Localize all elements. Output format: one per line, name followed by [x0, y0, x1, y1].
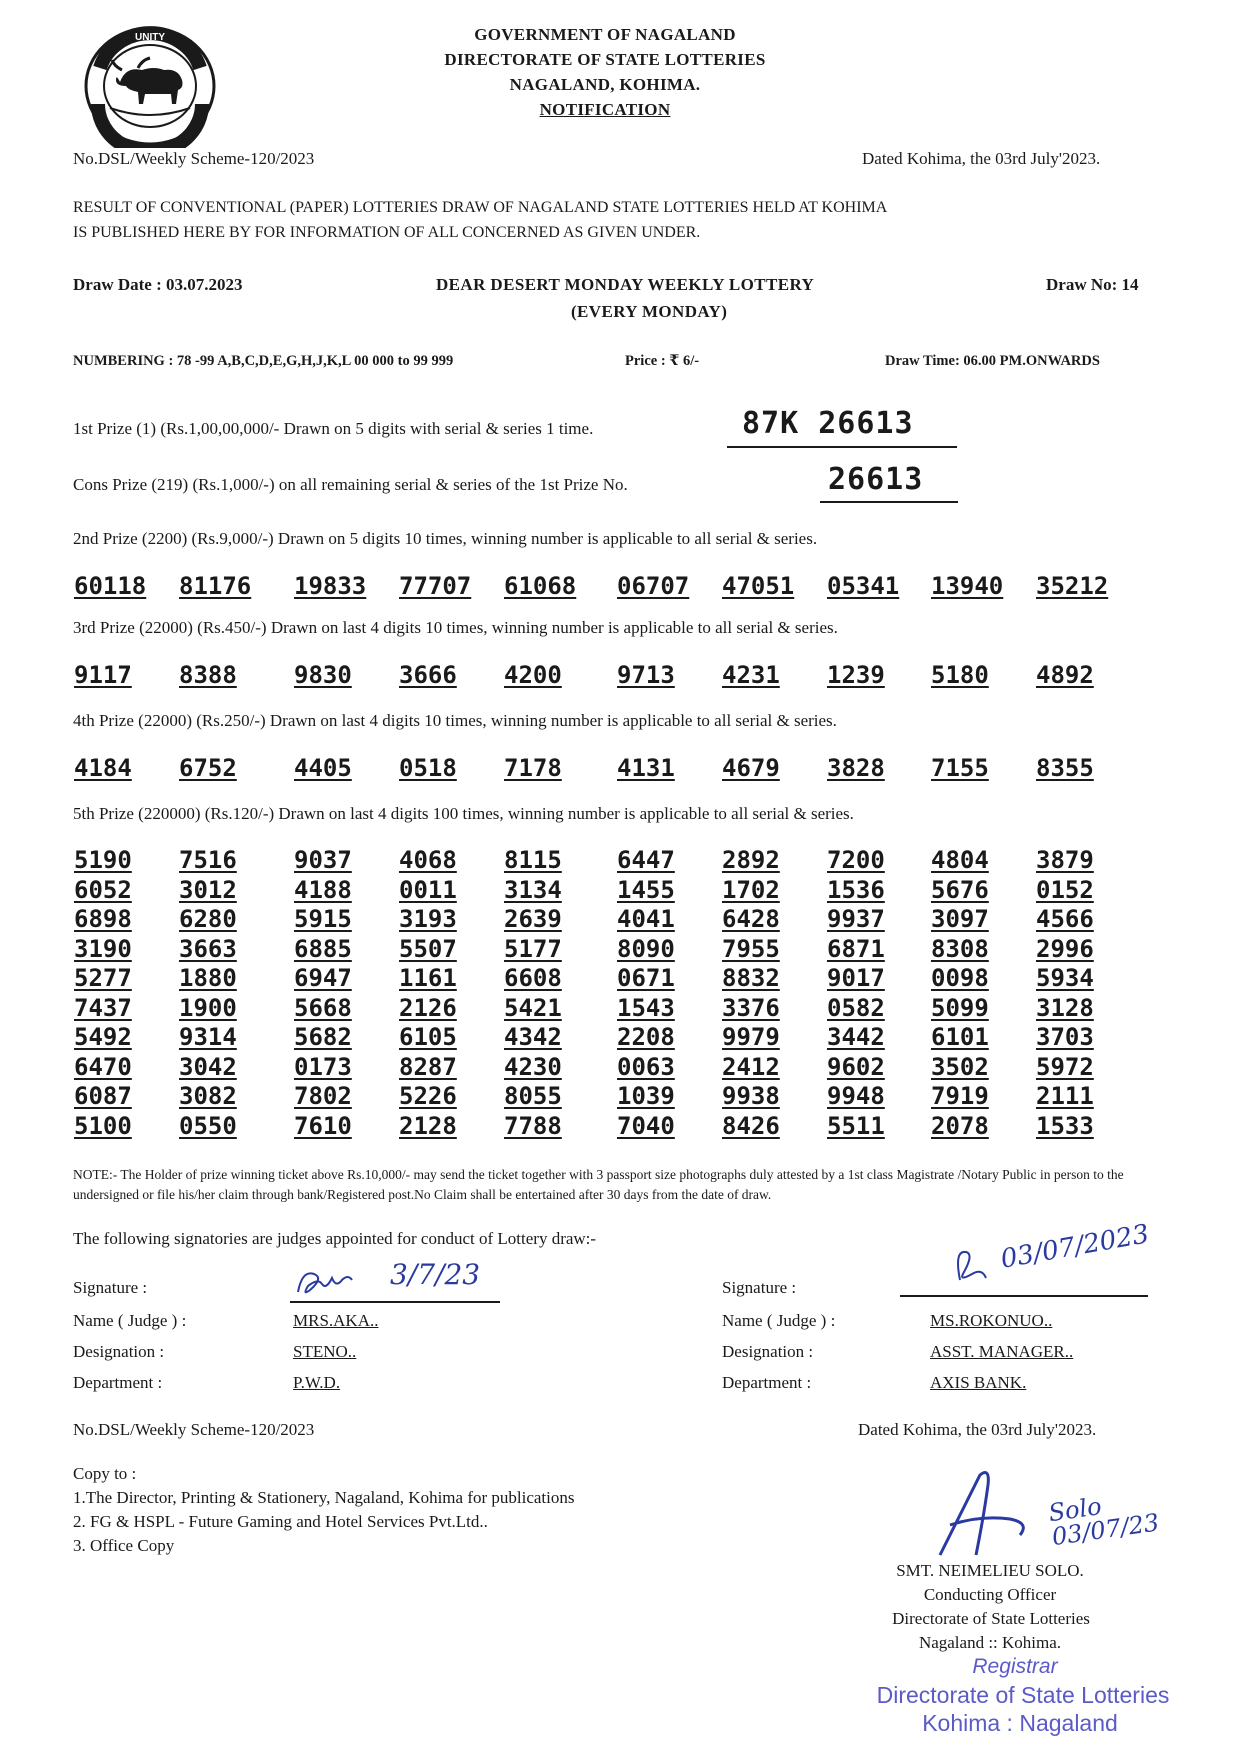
third-prize-number: 3666	[399, 661, 457, 689]
fifth-prize-number: 8090	[617, 934, 675, 963]
fourth-prize-number: 4405	[294, 754, 352, 782]
fifth-prize-number: 6087	[74, 1082, 132, 1110]
left-judge-designation: STENO..	[293, 1342, 357, 1361]
fifth-prize-number: 8832	[722, 964, 780, 992]
fifth-prize-number: 7955	[722, 934, 780, 963]
cons-prize-desc: Cons Prize (219) (Rs.1,000/-) on all remaining serial & series of the 1st Prize No.	[73, 475, 628, 494]
lottery-title: DEAR DESERT MONDAY WEEKLY LOTTERY	[436, 275, 815, 294]
fifth-prize-number: 3442	[827, 1023, 885, 1051]
fifth-prize-number: 8426	[722, 1111, 780, 1140]
fifth-prize-number: 4041	[617, 905, 675, 933]
third-prize-number: 8388	[179, 661, 237, 689]
officer-name: SMT. NEIMELIEU SOLO.	[896, 1561, 1084, 1580]
intro-line-2: IS PUBLISHED HERE BY FOR INFORMATION OF ALL CONCERNED AS GIVEN UNDER.	[73, 224, 701, 241]
fifth-prize-number: 2078	[931, 1111, 989, 1140]
fourth-prize-number: 7178	[504, 754, 562, 782]
copy-to-label: Copy to :	[73, 1464, 137, 1483]
fifth-prize-number: 7040	[617, 1111, 675, 1140]
fifth-prize-number: 6470	[74, 1052, 132, 1081]
fifth-prize-number: 9948	[827, 1082, 885, 1110]
fifth-prize-number: 1880	[179, 964, 237, 992]
lottery-subtitle: (EVERY MONDAY)	[571, 302, 728, 321]
fifth-prize-number: 3502	[931, 1052, 989, 1081]
fifth-prize-number: 2639	[504, 905, 562, 933]
fifth-prize-number: 6885	[294, 934, 352, 963]
fifth-prize-number: 9979	[722, 1023, 780, 1051]
left-designation-label: Designation :	[73, 1342, 165, 1361]
judges-intro: The following signatories are judges appointed for conduct of Lottery draw:-	[73, 1229, 597, 1248]
ticket-price: Price : ₹ 6/-	[625, 353, 700, 369]
note-text: NOTE:- The Holder of prize winning ticket above Rs.10,000/- may send the ticket together with 3 passport size photographs duly attested by a 1st class Magistrate /Notary Public in person to the undersigned or file his/her claim through bank/Registered post.No Claim shall be entertained after 30 days from the date of draw.	[73, 1167, 1124, 1202]
fifth-prize-number: 4804	[931, 846, 989, 874]
intro-line-1: RESULT OF CONVENTIONAL (PAPER) LOTTERIES DRAW OF NAGALAND STATE LOTTERIES HELD AT KOHIMA	[73, 199, 888, 216]
fifth-prize-number: 8287	[399, 1052, 457, 1081]
right-designation-label: Designation :	[722, 1342, 814, 1361]
fourth-prize-number: 8355	[1036, 754, 1094, 782]
document-header	[380, 22, 830, 122]
fifth-prize-number: 2208	[617, 1023, 675, 1051]
fifth-prize-number: 5226	[399, 1082, 457, 1110]
fifth-prize-number: 5190	[74, 846, 132, 874]
fifth-prize-number: 6947	[294, 964, 352, 992]
first-prize-desc: 1st Prize (1) (Rs.1,00,00,000/- Drawn on 5 digits with serial & series 1 time.	[73, 419, 594, 438]
fifth-prize-number: 1161	[399, 964, 457, 992]
cons-prize-number: 26613	[828, 462, 924, 497]
fifth-prize-number: 4342	[504, 1023, 562, 1051]
fifth-prize-number: 5676	[931, 875, 989, 904]
second-prize-number: 60118	[74, 572, 147, 600]
stamp-directorate: Directorate of State Lotteries	[876, 1682, 1170, 1708]
second-prize-number: 61068	[504, 572, 577, 600]
officer-department: Directorate of State Lotteries	[892, 1609, 1090, 1628]
left-signature-date: 3/7/23	[390, 1258, 481, 1291]
second-prize-desc: 2nd Prize (2200) (Rs.9,000/-) Drawn on 5 digits 10 times, winning number is applicable to all serial & series.	[73, 529, 818, 548]
fifth-prize-number: 9037	[294, 846, 352, 874]
right-name-label: Name ( Judge ) :	[722, 1311, 836, 1330]
fifth-prize-number: 3190	[74, 934, 132, 963]
fifth-prize-number: 1543	[617, 993, 675, 1022]
fourth-prize-number: 4131	[617, 754, 675, 782]
fifth-prize-number: 1533	[1036, 1111, 1094, 1140]
left-department-label: Department :	[73, 1373, 163, 1392]
dated-line: Dated Kohima, the 03rd July'2023.	[862, 149, 1101, 168]
stamp-location: Kohima : Nagaland	[922, 1710, 1118, 1736]
fourth-prize-number: 3828	[827, 754, 885, 782]
fifth-prize-number: 1536	[827, 875, 885, 904]
fifth-prize-number: 3012	[179, 875, 237, 904]
fourth-prize-number: 4184	[74, 754, 132, 782]
second-prize-number: 19833	[294, 572, 367, 600]
fifth-prize-number: 3376	[722, 993, 780, 1022]
fifth-prize-number: 5972	[1036, 1052, 1094, 1081]
fifth-prize-number: 4566	[1036, 905, 1094, 933]
fifth-prize-number: 2126	[399, 993, 457, 1022]
fifth-prize-number: 5492	[74, 1023, 132, 1051]
right-judge-name: MS.ROKONUO..	[930, 1311, 1053, 1330]
fourth-prize-number: 6752	[179, 754, 237, 782]
third-prize-number: 4231	[722, 661, 780, 689]
fifth-prize-number: 0550	[179, 1111, 237, 1140]
fourth-prize-number: 7155	[931, 754, 989, 782]
fifth-prize-number: 3097	[931, 905, 989, 933]
third-prize-number: 9830	[294, 661, 352, 689]
officer-title: Conducting Officer	[923, 1585, 1057, 1604]
right-signature-label: Signature :	[722, 1278, 797, 1297]
fifth-prize-number: 3134	[504, 875, 562, 904]
fifth-prize-number: 5177	[504, 934, 562, 963]
government-seal-icon	[82, 24, 218, 148]
fifth-prize-number: 0152	[1036, 875, 1094, 904]
third-prize-numbers	[74, 662, 1124, 692]
fifth-prize-number: 2128	[399, 1111, 457, 1140]
fifth-prize-number: 0173	[294, 1052, 352, 1081]
second-prize-number: 77707	[399, 572, 472, 600]
fifth-prize-number: 8308	[931, 934, 989, 963]
second-prize-number: 05341	[827, 572, 900, 600]
officer-signature-text: Solo 03/07/23	[1046, 1492, 1161, 1552]
fifth-prize-number: 1455	[617, 875, 675, 904]
third-prize-number: 5180	[931, 661, 989, 689]
third-prize-desc: 3rd Prize (22000) (Rs.450/-) Drawn on last 4 digits 10 times, winning number is applicable to all serial & series.	[73, 618, 838, 637]
fifth-prize-number: 0671	[617, 964, 675, 992]
second-prize-number: 81176	[179, 572, 252, 600]
svg-text:UNITY: UNITY	[135, 32, 165, 43]
fifth-prize-number: 6101	[931, 1023, 989, 1051]
officer-place: Nagaland :: Kohima.	[918, 1633, 1062, 1652]
fifth-prize-number: 2412	[722, 1052, 780, 1081]
third-prize-number: 4892	[1036, 661, 1094, 689]
first-prize-underline	[727, 446, 957, 448]
fifth-prize-number: 3042	[179, 1052, 237, 1081]
fifth-prize-number: 7610	[294, 1111, 352, 1140]
right-judge-designation: ASST. MANAGER..	[930, 1342, 1074, 1361]
second-prize-number: 47051	[722, 572, 795, 600]
fifth-prize-number: 5099	[931, 993, 989, 1022]
fifth-prize-number: 3663	[179, 934, 237, 963]
fifth-prize-number: 3879	[1036, 846, 1094, 874]
first-prize-number: 87K 26613	[742, 406, 914, 441]
fifth-prize-number: 5682	[294, 1023, 352, 1051]
fifth-prize-number: 6105	[399, 1023, 457, 1051]
draw-date: Draw Date : 03.07.2023	[73, 275, 243, 294]
draw-number: Draw No: 14	[1046, 275, 1139, 294]
fifth-prize-number: 5421	[504, 993, 562, 1022]
header-government: GOVERNMENT OF NAGALAND	[474, 25, 736, 44]
left-name-label: Name ( Judge ) :	[73, 1311, 187, 1330]
fifth-prize-number: 2111	[1036, 1082, 1094, 1110]
fifth-prize-number: 9314	[179, 1023, 237, 1051]
fifth-prize-number: 6280	[179, 905, 237, 933]
second-prize-number: 13940	[931, 572, 1004, 600]
fifth-prize-number: 3193	[399, 905, 457, 933]
fifth-prize-number: 3082	[179, 1082, 237, 1110]
second-prize-number: 06707	[617, 572, 690, 600]
fifth-prize-number: 0582	[827, 993, 885, 1022]
fifth-prize-number: 8055	[504, 1082, 562, 1110]
fifth-prize-number: 9017	[827, 964, 885, 992]
fifth-prize-number: 7437	[74, 993, 132, 1022]
second-prize-numbers	[74, 573, 1124, 603]
fifth-prize-number: 5507	[399, 934, 457, 963]
numbering-info: NUMBERING : 78 -99 A,B,C,D,E,G,H,J,K,L 00 000 to 99 999	[73, 353, 454, 369]
right-signature-date: 03/07/2023	[998, 1219, 1152, 1275]
fifth-prize-number: 1039	[617, 1082, 675, 1110]
fourth-prize-desc: 4th Prize (22000) (Rs.250/-) Drawn on last 4 digits 10 times, winning number is applicable to all serial & series.	[73, 711, 837, 730]
stamp-registrar: Registrar	[972, 1655, 1058, 1678]
header-notification: NOTIFICATION	[539, 100, 671, 119]
fifth-prize-number: 6898	[74, 905, 132, 933]
footer-reference-number: No.DSL/Weekly Scheme-120/2023	[73, 1420, 315, 1439]
fifth-prize-number: 3703	[1036, 1023, 1094, 1051]
fifth-prize-number: 0011	[399, 875, 457, 904]
fifth-prize-number: 5100	[74, 1111, 132, 1140]
fourth-prize-number: 0518	[399, 754, 457, 782]
fifth-prize-number: 9602	[827, 1052, 885, 1081]
fifth-prize-number: 5668	[294, 993, 352, 1022]
fifth-prize-number: 3128	[1036, 993, 1094, 1022]
header-location: NAGALAND, KOHIMA.	[509, 75, 701, 94]
fifth-prize-number: 9938	[722, 1082, 780, 1110]
fifth-prize-number: 2892	[722, 846, 780, 874]
fifth-prize-number: 7788	[504, 1111, 562, 1140]
copy-item: 2. FG & HSPL - Future Gaming and Hotel Services Pvt.Ltd..	[73, 1512, 488, 1531]
third-prize-number: 1239	[827, 661, 885, 689]
cons-prize-underline	[820, 501, 958, 503]
fifth-prize-number: 6052	[74, 875, 132, 904]
fifth-prize-number: 1900	[179, 993, 237, 1022]
fifth-prize-number: 6608	[504, 964, 562, 992]
fifth-prize-number: 6428	[722, 905, 780, 933]
fifth-prize-number: 7516	[179, 846, 237, 874]
draw-time: Draw Time: 06.00 PM.ONWARDS	[885, 353, 1100, 369]
third-prize-number: 9117	[74, 661, 132, 689]
footer-dated-line: Dated Kohima, the 03rd July'2023.	[858, 1420, 1097, 1439]
fifth-prize-number: 5277	[74, 964, 132, 992]
third-prize-number: 9713	[617, 661, 675, 689]
third-prize-number: 4200	[504, 661, 562, 689]
fifth-prize-desc: 5th Prize (220000) (Rs.120/-) Drawn on last 4 digits 100 times, winning number is applicable to all serial & series.	[73, 804, 854, 823]
fifth-prize-number: 7200	[827, 846, 885, 874]
right-department-label: Department :	[722, 1373, 812, 1392]
fourth-prize-number: 4679	[722, 754, 780, 782]
fifth-prize-number: 1702	[722, 875, 780, 904]
second-prize-number: 35212	[1036, 572, 1109, 600]
fifth-prize-number: 5934	[1036, 964, 1094, 992]
fifth-prize-number: 7802	[294, 1082, 352, 1110]
fifth-prize-number: 8115	[504, 846, 562, 874]
fifth-prize-number: 4230	[504, 1052, 562, 1081]
fifth-prize-number: 5915	[294, 905, 352, 933]
right-judge-department: AXIS BANK.	[930, 1373, 1027, 1392]
header-directorate: DIRECTORATE OF STATE LOTTERIES	[444, 50, 766, 69]
fifth-prize-number: 5511	[827, 1111, 885, 1140]
fifth-prize-number: 4188	[294, 875, 352, 904]
fifth-prize-number: 6447	[617, 846, 675, 874]
copy-item: 3. Office Copy	[73, 1536, 175, 1555]
fifth-prize-number: 0098	[931, 964, 989, 992]
fifth-prize-number: 0063	[617, 1052, 675, 1081]
reference-number: No.DSL/Weekly Scheme-120/2023	[73, 149, 315, 168]
fifth-prize-number: 7919	[931, 1082, 989, 1110]
left-signature-label: Signature :	[73, 1278, 148, 1297]
fifth-prize-number: 4068	[399, 846, 457, 874]
fourth-prize-numbers	[74, 755, 1124, 785]
fifth-prize-number: 6871	[827, 934, 885, 963]
copy-item: 1.The Director, Printing & Stationery, Nagaland, Kohima for publications	[73, 1488, 575, 1507]
fifth-prize-number: 9937	[827, 905, 885, 933]
left-judge-name: MRS.AKA..	[293, 1311, 379, 1330]
fifth-prize-number: 2996	[1036, 934, 1094, 963]
left-judge-department: P.W.D.	[293, 1373, 341, 1392]
